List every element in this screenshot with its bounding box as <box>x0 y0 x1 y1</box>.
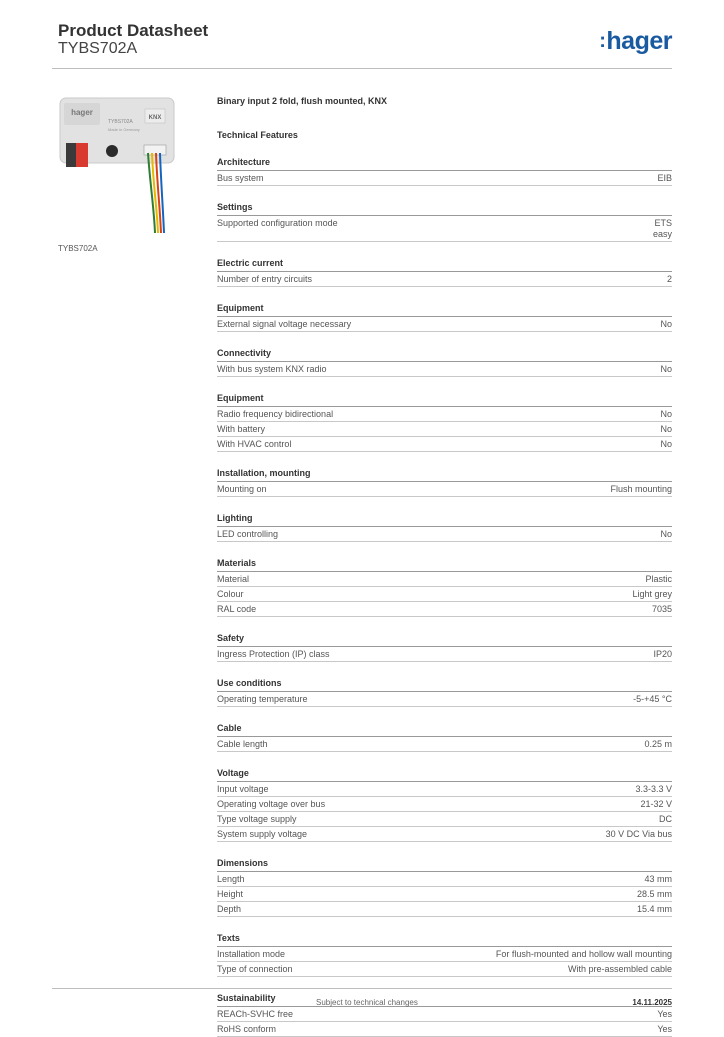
spec-label: Cable length <box>217 739 268 749</box>
spec-section <box>217 723 672 752</box>
spec-label: Input voltage <box>217 784 269 794</box>
technical-features-heading: Technical Features <box>217 130 298 140</box>
spec-sections <box>217 157 672 1037</box>
spec-row <box>217 962 672 977</box>
footer-note: Subject to technical changes <box>316 998 418 1007</box>
device-model-label: TYBS702A <box>108 119 133 125</box>
spec-label: With HVAC control <box>217 439 292 449</box>
spec-row <box>217 602 672 617</box>
spec-label: System supply voltage <box>217 829 308 839</box>
spec-label: REACh-SVHC free <box>217 1009 294 1019</box>
spec-value: 21-32 V <box>640 799 672 809</box>
spec-section <box>217 858 672 917</box>
section-heading: Cable <box>217 723 672 737</box>
section-heading: Sustainability <box>217 993 672 1007</box>
spec-label: Ingress Protection (IP) class <box>217 649 330 659</box>
spec-value: IP20 <box>653 649 672 659</box>
section-heading: Dimensions <box>217 858 672 872</box>
spec-section <box>217 468 672 497</box>
spec-value: EIB <box>657 173 672 183</box>
spec-label: Radio frequency bidirectional <box>217 409 334 419</box>
spec-section <box>217 633 672 662</box>
spec-value: 15.4 mm <box>636 904 672 914</box>
spec-value: 28.5 mm <box>636 889 672 899</box>
section-heading: Architecture <box>217 157 672 171</box>
spec-row <box>217 1022 672 1037</box>
spec-label: Installation mode <box>217 949 286 959</box>
spec-row <box>217 272 672 287</box>
section-heading: Materials <box>217 558 672 572</box>
spec-label: RoHS conform <box>217 1024 277 1034</box>
spec-row <box>217 872 672 887</box>
image-caption: TYBS702A <box>58 244 98 253</box>
spec-label: Type voltage supply <box>217 814 297 824</box>
spec-value: 43 mm <box>644 874 672 884</box>
spec-value: 30 V DC Via bus <box>605 829 672 839</box>
spec-label: Supported configuration mode <box>217 218 338 228</box>
spec-label: Material <box>217 574 250 584</box>
section-heading: Safety <box>217 633 672 647</box>
spec-label: External signal voltage necessary <box>217 319 352 329</box>
spec-value: 0.25 m <box>644 739 672 749</box>
spec-row <box>217 947 672 962</box>
spec-value: With pre-assembled cable <box>567 964 672 974</box>
spec-label: Number of entry circuits <box>217 274 313 284</box>
spec-value: Light grey <box>632 589 672 599</box>
spec-value: DC <box>659 814 672 824</box>
spec-section <box>217 513 672 542</box>
spec-row <box>217 647 672 662</box>
spec-label: Length <box>217 874 245 884</box>
section-heading: Texts <box>217 933 672 947</box>
section-heading: Equipment <box>217 303 672 317</box>
spec-value: No <box>660 439 672 449</box>
spec-section <box>217 258 672 287</box>
spec-row <box>217 317 672 332</box>
section-heading: Installation, mounting <box>217 468 672 482</box>
spec-row <box>217 572 672 587</box>
spec-row <box>217 812 672 827</box>
spec-label: RAL code <box>217 604 257 614</box>
spec-section <box>217 348 672 377</box>
section-heading: Electric current <box>217 258 672 272</box>
spec-row <box>217 737 672 752</box>
spec-section <box>217 157 672 186</box>
spec-row <box>217 1007 672 1022</box>
spec-row <box>217 362 672 377</box>
spec-value: 7035 <box>651 604 672 614</box>
device-knx-label: KNX <box>148 115 162 121</box>
spec-row <box>217 407 672 422</box>
spec-row <box>217 692 672 707</box>
spec-section <box>217 303 672 332</box>
logo-text: hager <box>606 27 672 55</box>
section-heading: Connectivity <box>217 348 672 362</box>
spec-section <box>217 558 672 617</box>
spec-value: Flush mounting <box>610 484 672 494</box>
spec-section <box>217 993 672 1037</box>
spec-section <box>217 768 672 842</box>
spec-value: No <box>660 424 672 434</box>
logo-dots-icon: : <box>599 30 606 52</box>
spec-label: Bus system <box>217 173 264 183</box>
spec-label: With bus system KNX radio <box>217 364 327 374</box>
section-heading: Equipment <box>217 393 672 407</box>
spec-row <box>217 902 672 917</box>
spec-row <box>217 527 672 542</box>
footer-date: 14.11.2025 <box>632 998 672 1007</box>
spec-label: Operating temperature <box>217 694 308 704</box>
spec-row <box>217 782 672 797</box>
spec-value: -5-+45 °C <box>633 694 672 704</box>
footer-divider <box>52 988 672 989</box>
device-brand-label: hager <box>71 108 93 117</box>
spec-value: Plastic <box>645 574 672 584</box>
spec-label: Operating voltage over bus <box>217 799 326 809</box>
spec-section <box>217 393 672 452</box>
spec-row <box>217 887 672 902</box>
spec-label: With battery <box>217 424 266 434</box>
spec-section <box>217 933 672 977</box>
spec-row <box>217 482 672 497</box>
spec-value: No <box>660 529 672 539</box>
section-heading: Settings <box>217 202 672 216</box>
spec-row <box>217 827 672 842</box>
spec-row <box>217 422 672 437</box>
hager-logo <box>599 28 672 56</box>
spec-row <box>217 171 672 186</box>
spec-label: Height <box>217 889 244 899</box>
spec-value: For flush-mounted and hollow wall mounting <box>495 949 672 959</box>
spec-row <box>217 437 672 452</box>
product-description: Binary input 2 fold, flush mounted, KNX <box>217 96 387 106</box>
spec-value: No <box>660 409 672 419</box>
page-title: Product Datasheet <box>58 21 209 40</box>
spec-row <box>217 216 672 242</box>
spec-value: 2 <box>666 274 672 284</box>
spec-value: Yes <box>657 1024 672 1034</box>
product-image <box>58 93 202 238</box>
device-made-label: Made in Germany <box>108 127 140 132</box>
spec-label: Type of connection <box>217 964 293 974</box>
spec-value: 3.3-3.3 V <box>635 784 672 794</box>
spec-label: Colour <box>217 589 244 599</box>
spec-row <box>217 587 672 602</box>
spec-row <box>217 797 672 812</box>
spec-label: Depth <box>217 904 242 914</box>
spec-value: No <box>660 319 672 329</box>
section-heading: Voltage <box>217 768 672 782</box>
spec-value: ETS easy <box>652 218 672 239</box>
spec-value: No <box>660 364 672 374</box>
spec-section <box>217 678 672 707</box>
section-heading: Use conditions <box>217 678 672 692</box>
spec-section <box>217 202 672 242</box>
spec-label: LED controlling <box>217 529 279 539</box>
spec-label: Mounting on <box>217 484 267 494</box>
datasheet-content <box>217 96 672 1037</box>
product-code: TYBS702A <box>58 40 138 57</box>
header-divider <box>52 68 672 69</box>
spec-value: Yes <box>657 1009 672 1019</box>
section-heading: Lighting <box>217 513 672 527</box>
